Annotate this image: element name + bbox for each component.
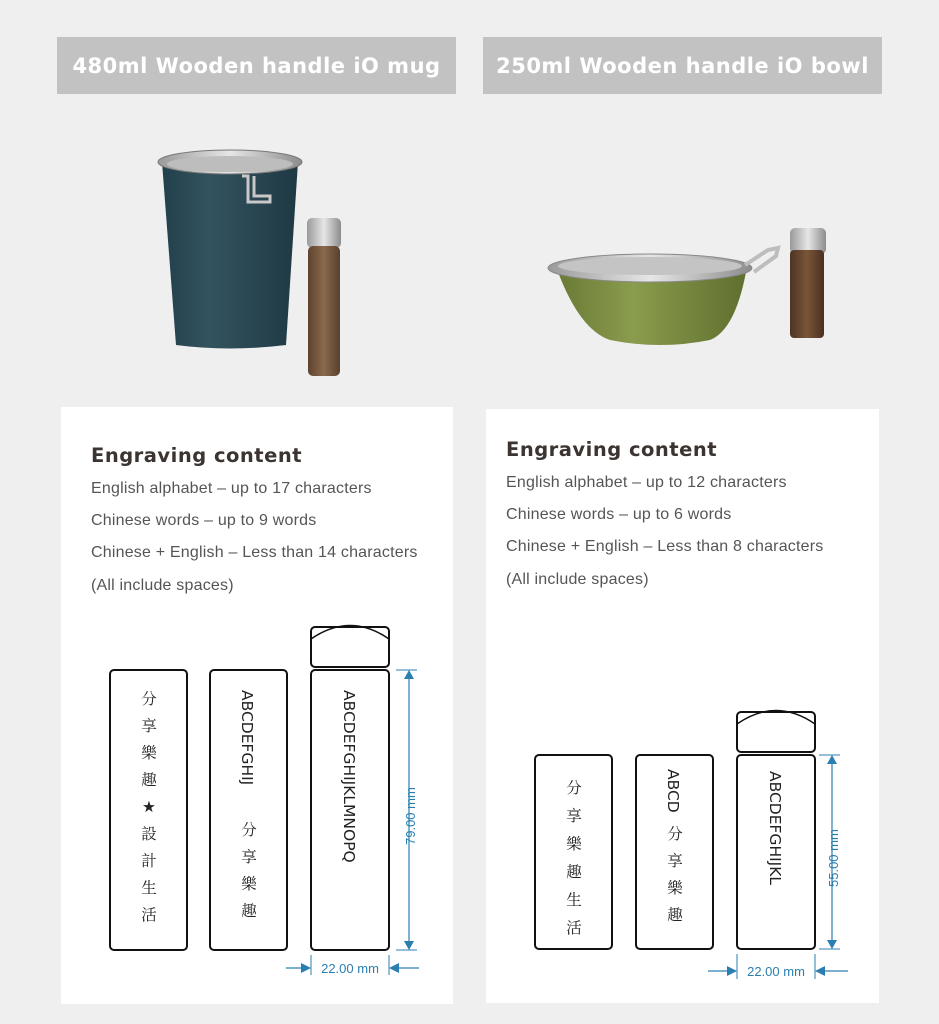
mug-engraving-diagram [61,407,453,1004]
engraving-char: 樂 [241,875,257,893]
engraving-char: 樂 [667,879,683,897]
engraving-char: 分 [566,779,582,797]
bowl-title: 250ml Wooden handle iO bowl [496,53,869,78]
mug-title-banner [57,37,456,94]
engraving-char: 享 [566,807,582,825]
engraving-heading: Engraving content [91,444,303,467]
engraving-char: ★ [142,798,156,816]
engraving-char: 分 [667,825,683,843]
engraving-char: 趣 [241,902,257,920]
width-dimension-label: 22.00 mm [321,961,379,976]
engraving-char: 活 [141,906,157,924]
mixed-latin-engraving: ABCD [664,769,682,813]
engraving-char: 生 [141,879,157,897]
handle-cap-outline [311,627,389,667]
mug-engraving-card [61,407,453,1004]
engraving-char: 計 [141,852,157,870]
engraving-char: 分 [241,821,257,839]
mixed-latin-engraving: ABCDEFGHIJ [238,690,256,786]
engraving-char: 趣 [566,863,582,881]
english-engraving: ABCDEFGHIJKL [766,771,784,886]
engraving-char: 樂 [566,835,582,853]
engraving-char: 分 [141,690,157,708]
bowl-product-image [540,220,840,360]
engraving-char: 樂 [141,744,157,762]
bowl-title-banner [483,37,882,94]
chinese-limit-text: Chinese words – up to 9 words [91,512,317,529]
height-dimension-label: 55.00 mm [826,829,841,887]
engraving-char: 活 [566,919,582,937]
engraving-char: 享 [667,852,683,870]
english-limit-text: English alphabet – up to 17 characters [91,480,372,497]
handle-cap-outline [737,712,815,752]
mixed-limit-text: Chinese + English – Less than 8 characters [506,538,824,555]
engraving-char: 趣 [141,771,157,789]
bowl-engraving-card [486,409,879,1003]
engraving-heading: Engraving content [506,438,718,461]
chinese-limit-text: Chinese words – up to 6 words [506,506,732,523]
engraving-char: 享 [241,848,257,866]
engraving-char: 設 [141,825,157,843]
mixed-limit-text: Chinese + English – Less than 14 characters [91,544,418,561]
height-dimension-label: 79.00 mm [403,787,418,845]
spaces-note-text: (All include spaces) [91,577,234,594]
english-engraving: ABCDEFGHIJKLMNOPQ [340,690,358,863]
bowl-engraving-diagram [486,409,879,1003]
english-limit-text: English alphabet – up to 12 characters [506,474,787,491]
mug-title: 480ml Wooden handle iO mug [72,53,441,78]
mug-product-image [150,140,350,385]
spaces-note-text: (All include spaces) [506,571,649,588]
width-dimension-label: 22.00 mm [747,964,805,979]
engraving-char: 生 [566,891,582,909]
engraving-char: 享 [141,717,157,735]
chinese-engraving-text [141,690,157,924]
engraving-char: 趣 [667,906,683,924]
